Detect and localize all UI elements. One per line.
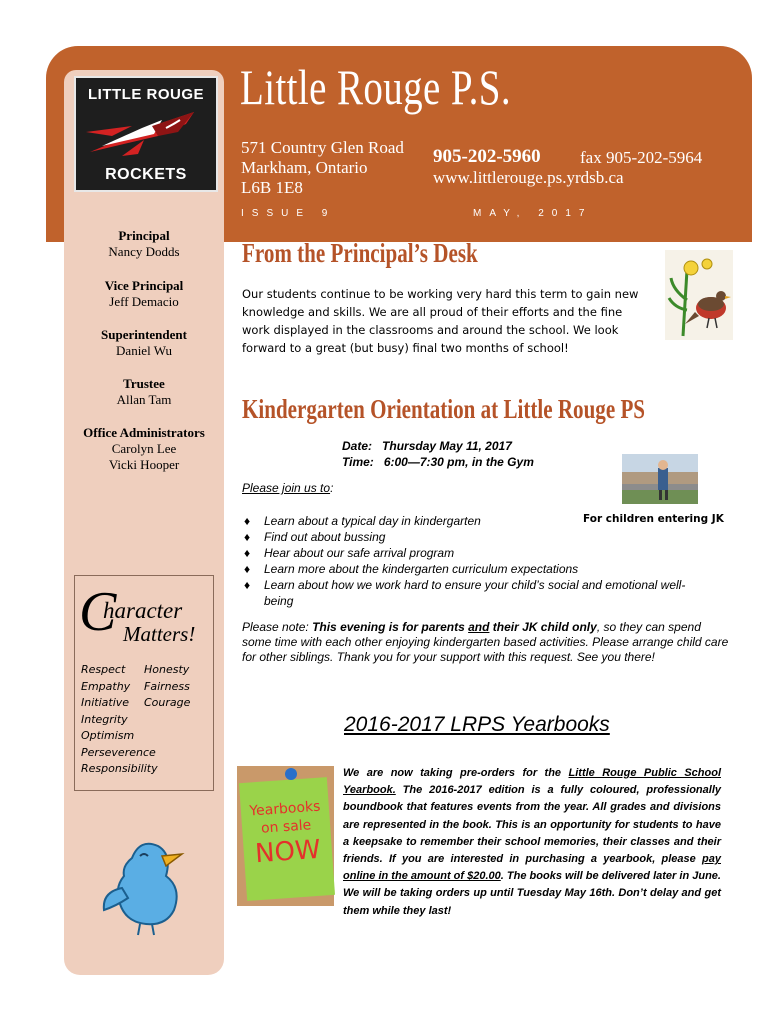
trait: Integrity [81, 712, 128, 726]
yearbook-sign-image [237, 766, 334, 906]
event-time-row [342, 455, 534, 469]
list-item: ♦ Learn more about the kindergarten curriculum expectations [244, 562, 579, 576]
logo-top-text: LITTLE ROUGE [88, 86, 204, 103]
note-bold: their JK child only [489, 620, 597, 634]
school-name: Little Rouge P.S. [240, 59, 511, 115]
pay-online-link[interactable]: pay online in the amount of $20.00 [343, 853, 721, 883]
fax-number: fax 905-202-5964 [580, 148, 703, 167]
note-bold-underlined: and [468, 620, 490, 634]
list-item: ♦ Find out about bussing [244, 530, 386, 544]
sign-line: Yearbooks [248, 798, 321, 820]
trait: Perseverence [81, 745, 156, 759]
staff-superintendent [79, 327, 209, 359]
staff-name: Daniel Wu [116, 343, 172, 358]
list-item-text: Learn more about the kindergarten curriculum expectations [264, 562, 579, 576]
character-subtitle: Matters! [123, 622, 196, 646]
join-us-text [242, 481, 333, 495]
staff-name: Nancy Dodds [108, 244, 180, 259]
list-item-text: Find out about bussing [264, 530, 386, 544]
address-line: L6B 1E8 [241, 178, 303, 197]
sign-line: NOW [254, 834, 322, 870]
list-item: ♦ Learn about a typical day in kindergarten [244, 514, 481, 528]
yearbook-text: The 2016-2017 edition is a fully coloured, professionally boundbook that features events from the year. All grades and divisions are represented in the book. This is an opportunity for students to have a keepsake to remember their school memories, their classes and their friends. If you are interested in purchasing a yearbook, please [343, 784, 721, 866]
blue-bird-illustration [100, 836, 190, 936]
date-value: Thursday May 11, 2017 [382, 439, 512, 453]
yearbook-heading: 2016-2017 LRPS Yearbooks [344, 713, 610, 736]
note-rest: , so they can spend some time with each other enjoying kindergarten based activities. Please arrange child care for other siblings. Thank you for your support with this request. See you there! [242, 620, 729, 664]
phone-number: 905-202-5960 [433, 146, 541, 167]
event-date-row [342, 439, 512, 453]
address-line: 571 Country Glen Road [241, 138, 404, 157]
trait: Respect [81, 663, 126, 676]
logo-bottom-text: ROCKETS [105, 166, 187, 183]
list-item-text: Hear about our safe arrival program [264, 546, 455, 560]
date-label: Date: [342, 439, 373, 453]
trait: Empathy [81, 679, 131, 693]
staff-role: Superintendent [101, 327, 187, 342]
principal-desk-body: Our students continue to be working very hard this term to gain new knowledge and skills. We are all proud of their efforts and the fine work displayed in the classrooms and around the school. We look forward to a great (but busy) final two months of school! [242, 287, 639, 355]
trait: Fairness [144, 679, 190, 693]
list-item-text: Learn about how we work hard to ensure your child’s social and emotional well-being [264, 578, 686, 608]
audience-label: For children entering JK [583, 513, 724, 525]
character-title-initial: C [79, 581, 117, 643]
school-address [241, 138, 404, 198]
time-value: 6:00—7:30 pm, in the Gym [383, 455, 534, 469]
sign-line: on sale [260, 817, 312, 837]
list-item-text: Learn about a typical day in kindergarten [264, 514, 481, 528]
trait: Courage [144, 696, 191, 709]
issue-date: MAY, 2017 [473, 208, 593, 219]
staff-role: Office Administrators [83, 425, 205, 440]
traits-column-2 [144, 662, 190, 712]
kindergarten-note [242, 620, 730, 665]
character-traits [81, 662, 191, 778]
address-line: Markham, Ontario [241, 158, 368, 177]
list-item: ♦ Hear about our safe arrival program [244, 546, 455, 560]
join-us-colon: : [330, 481, 334, 495]
rocket-icon [82, 106, 212, 160]
staff-role: Vice Principal [104, 278, 184, 293]
robin-flower-illustration [665, 250, 733, 340]
staff-role: Trustee [123, 376, 165, 391]
staff-office-admins [79, 425, 209, 473]
yearbook-text: We are now taking pre-orders for the [343, 767, 569, 779]
staff-name: Vicki Hooper [108, 457, 180, 472]
note-bold: This evening is for parents [312, 620, 469, 634]
yearbook-text: . The books will be delivered later in June. We will be taking orders up until Tuesday May 16th. Don’t delay and get them while they last! [343, 870, 721, 917]
sticky-note [239, 777, 335, 901]
trait: Responsibility [81, 762, 158, 775]
trait: Optimism [81, 729, 135, 742]
trait: Honesty [144, 663, 190, 676]
join-us-label: Please join us to [242, 481, 331, 495]
principal-desk-heading: From the Principal’s Desk [242, 238, 478, 268]
character-title: haracter [103, 598, 183, 623]
note-prefix: Please note: [242, 620, 313, 634]
issue-number: ISSUE 9 [241, 208, 336, 219]
child-walking-photo [622, 454, 698, 504]
kindergarten-heading: Kindergarten Orientation at Little Rouge PS [242, 394, 646, 424]
staff-principal [79, 228, 209, 260]
staff-vice-principal [79, 278, 209, 310]
trait: Initiative [81, 696, 130, 709]
sign-text [240, 797, 333, 871]
staff-trustee [79, 376, 209, 408]
yearbook-link[interactable]: Little Rouge Public School Yearbook. [343, 767, 721, 797]
kindergarten-bullet-list [244, 513, 714, 609]
yearbook-body [343, 765, 721, 920]
school-logo [74, 76, 218, 192]
staff-name: Carolyn Lee [111, 441, 177, 456]
list-item: ♦ Learn about how we work hard to ensure your child’s social and emotional well-being [244, 578, 686, 608]
staff-role: Principal [118, 228, 170, 243]
pushpin-icon [285, 768, 297, 780]
website-link[interactable]: www.littlerouge.ps.yrdsb.ca [433, 168, 624, 187]
character-matters-box [74, 575, 214, 791]
staff-name: Jeff Demacio [109, 294, 179, 309]
staff-name: Allan Tam [116, 392, 172, 407]
time-label: Time: [342, 455, 374, 469]
